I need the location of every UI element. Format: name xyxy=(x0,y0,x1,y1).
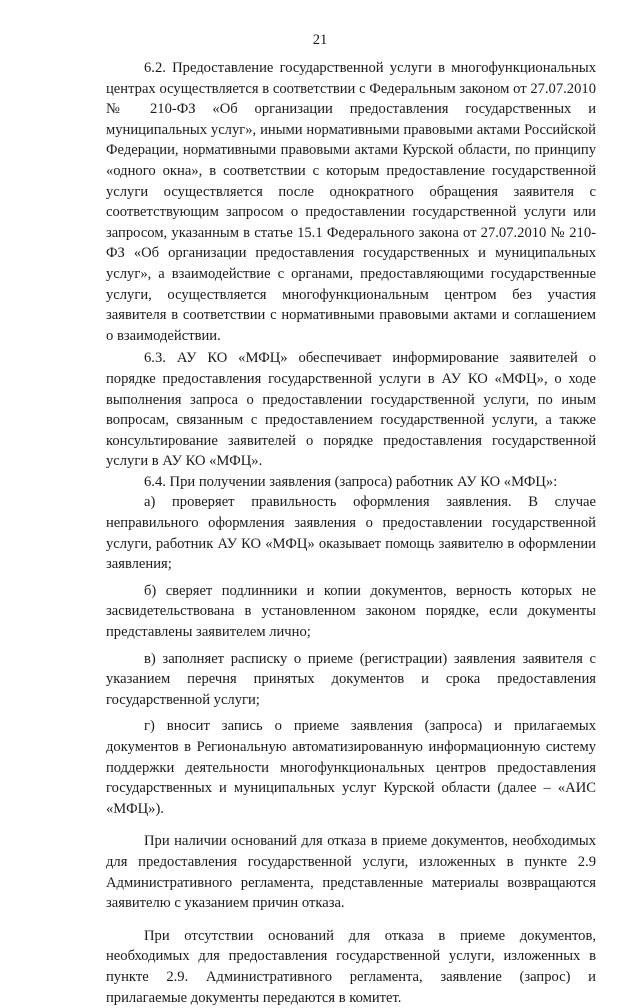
paragraph-6-3: 6.3. АУ КО «МФЦ» обеспечивает информирование заявителей о порядке предоставления государственной услуги в АУ КО «МФЦ», о ходе выполнения запроса о предоставлении государственной услуги, по иным вопросам, связанным с предоставлением государственной услуги, а также консультирование заявителей о порядке предоставления государственной услуги в АУ КО «МФЦ». xyxy=(106,350,596,470)
paragraph-refusal: При наличии оснований для отказа в приеме документов, необходимых для предоставления государственной услуги, изложенных в пункте 2.9 Административного регламента, представленные материалы возвращаются заявителю с указанием причин отказа. xyxy=(106,833,596,912)
paragraph-no-refusal: При отсутствии оснований для отказа в приеме документов, необходимых для предоставления государственной услуги, изложенных в пункте 2.9. Административного регламента, заявление (запрос) и прилагаемые документы передаются в комитет. xyxy=(106,927,596,1006)
paragraph-6-2: 6.2. Предоставление государственной услуги в многофункциональных центрах осуществляется в соответствии с Федеральным законом от 27.07.2010 № 210-ФЗ «Об организации предоставления государственных и муниципальных услуг», иными нормативными правовыми актами Российской Федерации, нормативными правовыми актами Курской области, по принципу «одного окна», в соответствии с которым предоставление государственной услуги осуществляется после однократного обращения заявителя с соответствующим запросом о предоставлении государственной услуги или запросом, указанным в статье 15.1 Федерального закона от 27.07.2010 № 210-ФЗ «Об организации предоставления государственных и муниципальных услуг», а взаимодействие с органами, предоставляющими государственные услуги, осуществляется многофункциональным центром без участия заявителя в соответствии с нормативными правовыми актами и соглашением о взаимодействии. xyxy=(106,60,596,344)
paragraph-6-4: 6.4. При получении заявления (запроса) работник АУ КО «МФЦ»: xyxy=(144,473,558,490)
page-number: 21 xyxy=(312,32,328,48)
list-item-g: г) вносит запись о приеме заявления (запроса) и прилагаемых документов в Региональную автоматизированную информационную систему поддержки деятельности многофункциональных центров предоставления государственных и муниципальных услуг Курской области (далее – «АИС «МФЦ»). xyxy=(106,718,596,817)
document-body xyxy=(106,58,596,1008)
list-item-b: б) сверяет подлинники и копии документов, верность которых не засвидетельствована в установленном законом порядке, если документы представлены заявителем лично; xyxy=(106,582,596,641)
list-item-v: в) заполняет расписку о приеме (регистрации) заявления заявителя с указанием перечня принятых документов и срока предоставления государственной услуги; xyxy=(106,650,596,708)
list-item-a: а) проверяет правильность оформления заявления. В случае неправильного оформления заявления о предоставлении государственной услуги, работник АУ КО «МФЦ» оказывает помощь заявителю в оформлении заявления; xyxy=(106,494,596,573)
